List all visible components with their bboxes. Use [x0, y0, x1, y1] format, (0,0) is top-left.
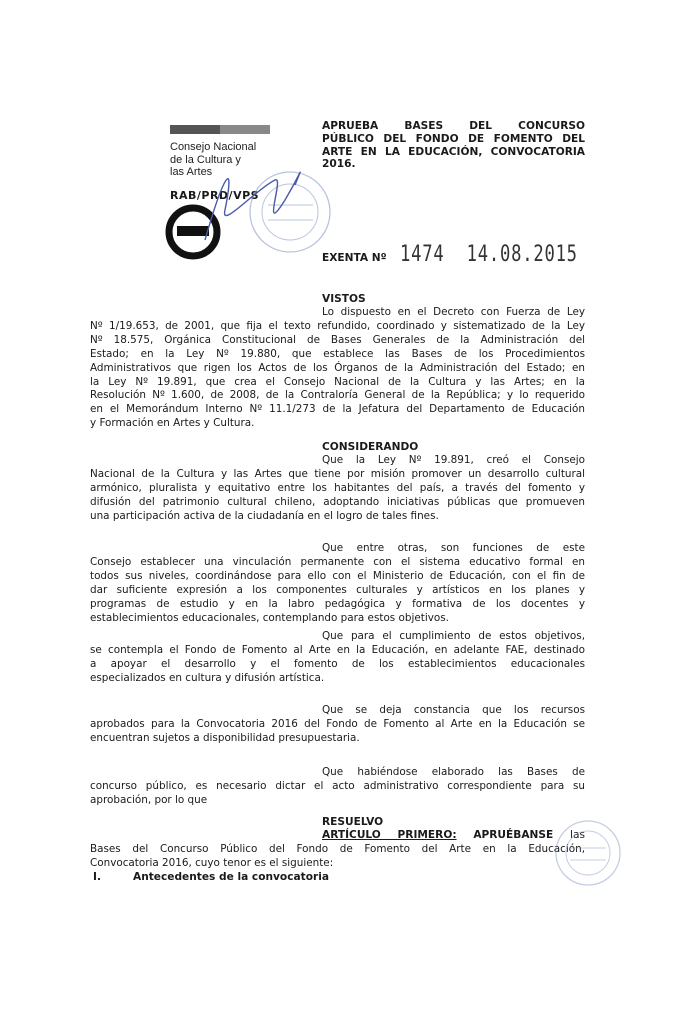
- title-line: APRUEBA BASES DEL CONCURSO: [322, 120, 585, 132]
- paragraph-line: Consejo establecer una vinculación permanente con el sistema educativo formal en: [90, 555, 585, 568]
- paragraph-line: en el Memorándum Interno Nº 11.1/273 de la Jefatura del Departamento de Educación: [90, 403, 585, 416]
- org-line: las Artes: [170, 166, 213, 178]
- paragraph-line: a apoyar el desarrollo y el fomento de los establecimientos educacionales: [90, 657, 585, 670]
- paragraph-line: Nacional de la Cultura y las Artes que tiene por misión promover un desarrollo cultural: [90, 467, 585, 480]
- article-label: ARTÍCULO PRIMERO:: [322, 829, 457, 841]
- paragraph-line: Estado; en la Ley Nº 19.880, que establece las Bases de los Procedimientos: [90, 347, 585, 360]
- exenta-label: EXENTA Nº: [322, 252, 387, 264]
- paragraph-line: concurso público, es necesario dictar el acto administrativo correspondiente para su: [90, 779, 585, 792]
- paragraph-line: se contempla el Fondo de Fomento al Arte en la Educación, en adelante FAE, destinado: [90, 643, 585, 656]
- paragraph-line: una participación activa de la ciudadanía en el logro de tales fines.: [90, 509, 439, 522]
- vistos-paragraph: [90, 306, 585, 431]
- title-line: ARTE EN LA EDUCACIÓN, CONVOCATORIA: [322, 145, 585, 158]
- paragraph-line: todos sus niveles, coordinándose para ello con el Ministerio de Educación, con el fin de: [90, 569, 585, 582]
- document-title: [322, 120, 585, 171]
- paragraph-line: difusión del patrimonio cultural chileno, adoptando iniciativas públicas que promueven: [90, 495, 585, 508]
- paragraph-line: especializados en cultura y difusión artística.: [90, 671, 325, 684]
- considerando-heading: CONSIDERANDO: [322, 441, 419, 453]
- paragraph-line: Resolución Nº 1.600, de 2008, de la Contraloría General de la República; y lo requerido: [90, 389, 585, 402]
- stamps-and-signature: [165, 150, 345, 260]
- org-line: de la Cultura y: [170, 153, 241, 166]
- section-title: Antecedentes de la convocatoria: [133, 871, 329, 883]
- section-heading: [93, 871, 329, 883]
- paragraph-line: armónico, pluralista y equitativo entre los habitantes del país, a través del fomento y: [90, 481, 585, 494]
- article-verb: APRUÉBANSE: [473, 829, 554, 841]
- title-line: PÚBLICO DEL FONDO DE FOMENTO DEL: [322, 132, 585, 145]
- section-number: I.: [93, 871, 101, 883]
- article-first-line: [90, 829, 585, 843]
- paragraph-line: establecimientos educacionales, contemplando para estos objetivos.: [90, 611, 449, 624]
- article-line: Bases del Concurso Público del Fondo de Fomento del Arte en la Educación,: [90, 842, 585, 855]
- paragraph-line: Lo dispuesto en el Decreto con Fuerza de Ley: [322, 306, 585, 318]
- black-seal-stamp: [169, 208, 217, 256]
- paragraph-line: aprobación, por lo que: [90, 793, 208, 806]
- paragraph-line: aprobados para la Convocatoria 2016 del Fondo de Fomento al Arte en la Educación se: [90, 717, 585, 730]
- resolution-date: 14.08.2015: [466, 242, 578, 267]
- paragraph-line: Nº 18.575, Orgánica Constitucional de Bases Generales de la Administración del: [90, 333, 585, 346]
- paragraph-line: la Ley Nº 19.891, que crea el Consejo Nacional de la Cultura y las Artes; en la: [90, 375, 585, 388]
- paragraph-line: Que para el cumplimiento de estos objetivos,: [322, 630, 585, 642]
- paragraph-line: Que entre otras, son funciones de este: [322, 542, 585, 554]
- paragraph-line: Que habiéndose elaborado las Bases de: [322, 766, 585, 778]
- paragraph-line: Nº 1/19.653, de 2001, que fija el texto refundido, coordinado y sistematizado de la Ley: [90, 319, 585, 332]
- resuelvo-heading: RESUELVO: [322, 816, 384, 828]
- article-first: [90, 829, 585, 871]
- paragraph-line: encuentran sujetos a disponibilidad presupuestaria.: [90, 731, 360, 744]
- paragraph-line: y Formación en Artes y Cultura.: [90, 417, 255, 430]
- considerando-paragraph: [90, 704, 585, 746]
- considerando-paragraph: [90, 542, 585, 625]
- paragraph-line: Administrativos que rigen los Actos de los Órganos de la Administración del Estado; en: [90, 361, 585, 374]
- institution-logo-bar: [170, 125, 270, 134]
- considerando-paragraph: [90, 766, 585, 808]
- paragraph-line: programas de estudio y en la labro pedagógica y formativa de los docentes y: [90, 597, 585, 610]
- considerando-paragraph: [90, 454, 585, 524]
- paragraph-line: dar suficiente expresión a los componentes culturales y artísticos en los planes y: [90, 583, 585, 596]
- exenta-number-date: [400, 242, 578, 267]
- considerando-paragraph: [90, 630, 585, 686]
- blue-department-stamp: [250, 172, 330, 252]
- vistos-heading: VISTOS: [322, 293, 366, 305]
- article-tail: las: [570, 829, 585, 841]
- paragraph-line: Que la Ley Nº 19.891, creó el Consejo: [322, 454, 585, 466]
- blue-stamp-right: [548, 818, 628, 888]
- org-line: Consejo Nacional: [170, 141, 257, 153]
- paragraph-line: Que se deja constancia que los recursos: [322, 704, 585, 716]
- reference-code: RAB/PRD/VPS: [170, 189, 260, 202]
- resolution-number: 1474: [400, 242, 445, 267]
- article-line: Convocatoria 2016, cuyo tenor es el siguiente:: [90, 856, 334, 869]
- title-line: 2016.: [322, 158, 356, 171]
